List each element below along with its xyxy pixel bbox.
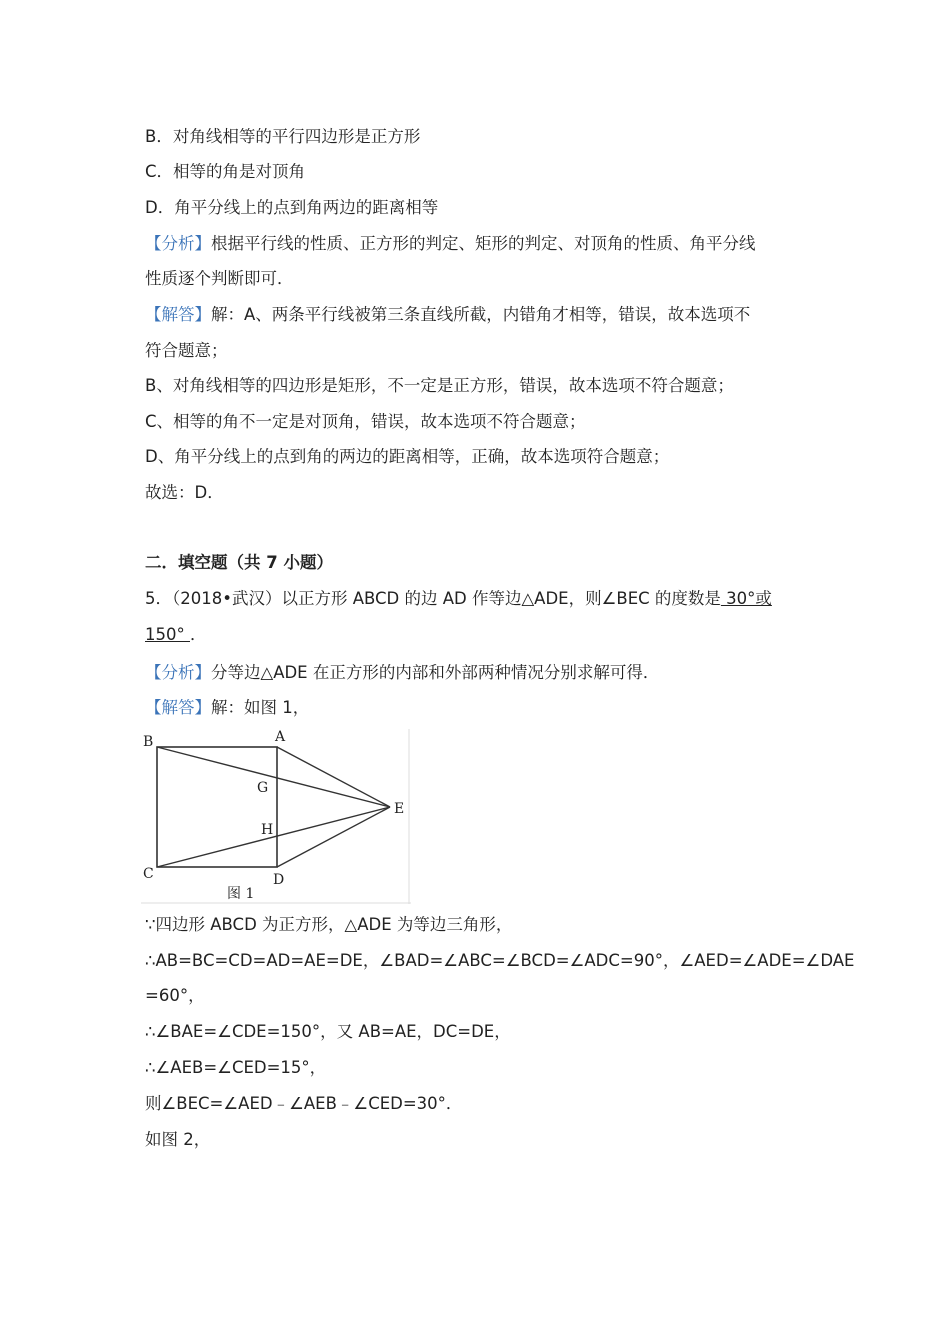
section-heading: 二．填空题（共 7 小题） <box>145 553 333 572</box>
figure-caption: 图 1 <box>227 886 255 902</box>
analysis-1 <box>145 233 756 255</box>
analysis-tag: 【分析】 <box>145 234 211 253</box>
proof-line-4: ∴∠AEB=∠CED=15°， <box>145 1058 327 1077</box>
answer-tag: 【解答】 <box>145 305 211 324</box>
choice-line: 故选：D． <box>145 483 224 502</box>
segments-be-ce <box>157 747 390 867</box>
geometry-figure <box>141 729 411 904</box>
label-c: C <box>143 866 154 882</box>
answer-c: C、相等的角不一定是对顶角，错误，故本选项不符合题意； <box>145 412 586 431</box>
option-b: B．对角线相等的平行四边形是正方形 <box>145 127 421 146</box>
analysis-1-cont: 性质逐个判断即可． <box>145 269 294 288</box>
label-g: G <box>257 780 269 796</box>
question-5-cont <box>145 624 207 646</box>
analysis-text: 根据平行线的性质、正方形的判定、矩形的判定、对顶角的性质、角平分线 <box>211 234 756 253</box>
option-d: D．角平分线上的点到角两边的距离相等 <box>145 198 439 217</box>
proof-line-2-cont: =60°， <box>145 986 205 1005</box>
proof-line-2: ∴AB=BC=CD=AD=AE=DE，∠BAD=∠ABC=∠BCD=∠ADC=90°，∠AED=∠ADE=∠DAE <box>145 951 855 970</box>
option-c: C．相等的角是对顶角 <box>145 162 306 181</box>
answer-1-cont: 符合题意； <box>145 341 228 360</box>
analysis-text: 分等边△ADE 在正方形的内部和外部两种情况分别求解可得． <box>211 663 660 682</box>
question-text: 5．（2018•武汉）以正方形 ABCD 的边 AD 作等边△ADE，则∠BEC 的度数是 <box>145 589 721 608</box>
triangle-ade <box>277 747 390 867</box>
answer-blank-b: 150° <box>145 625 190 644</box>
question-5 <box>145 588 772 610</box>
label-h: H <box>261 822 274 838</box>
question-end: ． <box>190 625 207 644</box>
square-abcd <box>157 747 277 867</box>
answer-2 <box>145 697 309 719</box>
proof-line-5: 则∠BEC=∠AED﹣∠AEB﹣∠CED=30°． <box>145 1094 463 1113</box>
analysis-2 <box>145 662 659 684</box>
answer-text: 解：A、两条平行线被第三条直线所截，内错角才相等，错误，故本选项不 <box>211 305 751 324</box>
figure-2-reference: 如图 2， <box>145 1130 211 1149</box>
label-e: E <box>394 801 405 817</box>
label-d: D <box>273 872 285 888</box>
answer-d: D、角平分线上的点到角的两边的距离相等，正确，故本选项符合题意； <box>145 447 670 466</box>
label-a: A <box>275 729 286 745</box>
answer-text: 解：如图 1， <box>211 698 310 717</box>
answer-1 <box>145 304 750 326</box>
answer-b: B、对角线相等的四边形是矩形，不一定是正方形，错误，故本选项不符合题意； <box>145 376 734 395</box>
proof-line-1: ∵四边形 ABCD 为正方形，△ADE 为等边三角形， <box>145 915 513 934</box>
proof-line-3: ∴∠BAE=∠CDE=150°，又 AB=AE，DC=DE， <box>145 1022 511 1041</box>
analysis-tag: 【分析】 <box>145 663 211 682</box>
label-b: B <box>143 734 154 750</box>
answer-tag: 【解答】 <box>145 698 211 717</box>
answer-blank-a: 30°或 <box>720 589 772 608</box>
